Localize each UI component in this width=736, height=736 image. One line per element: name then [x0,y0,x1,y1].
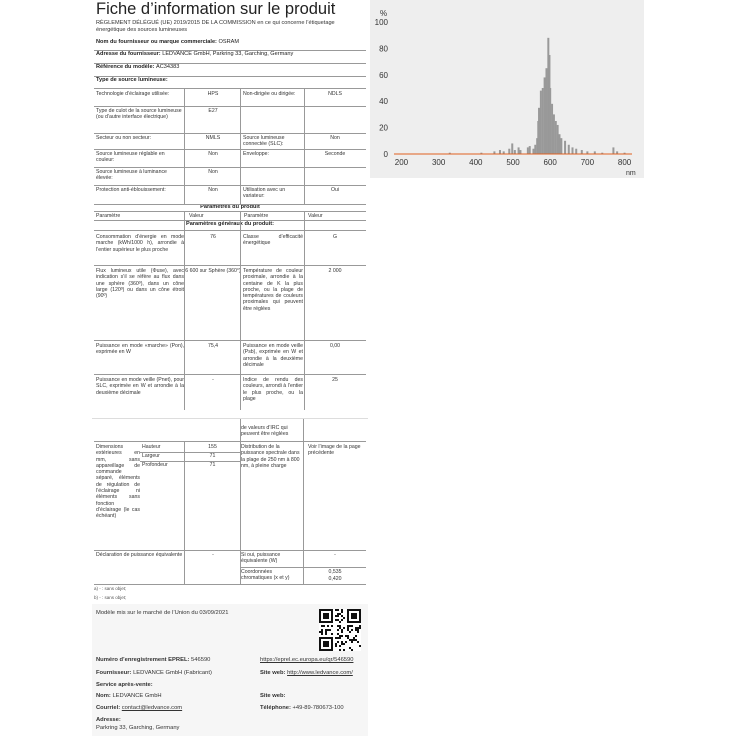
divider [304,212,305,410]
spectrum-bar [575,149,577,154]
spectrum-bar [527,147,529,154]
site2-label: Site web: [260,693,286,699]
type-row-label-2: Enveloppe: [243,151,269,157]
type-row-value-2: Oui [330,187,340,193]
y-tick-label: 20 [379,123,388,133]
supplier-label: Fournisseur: [96,670,132,676]
x-tick-label: 700 [580,158,595,167]
type-row-value: NMLS [205,135,221,141]
divider [94,167,366,168]
spectrum-bar [557,125,559,154]
dimension-value: 71 [209,462,216,468]
service-label: Service après-vente: [96,682,153,688]
spectrum-bar [560,138,562,154]
spectrum-bar [568,145,570,154]
mail-label: Courriel: [96,705,121,711]
spectrum-bar [519,150,521,154]
divider [240,419,241,584]
supplier-value: LEDVANCE GmbH (Fabricant) [133,670,212,676]
type-row-label: Source lumineuse à luminance élevée: [96,169,167,182]
coord-y: 0,420 [328,576,342,582]
model-row [94,64,366,77]
x-axis-unit: nm [626,170,636,177]
supplier-address-value: LEDVANCE GmbH, Parkring 33, Garching, Germany [162,51,294,57]
spectrum-bar [511,143,513,154]
divider [94,185,366,186]
type-row-label: Source lumineuse réglable en couleur: [96,151,165,164]
general-row-label-2: Indice de rendu des couleurs, arrondi à l’entier le plus proche, ou la plage [243,377,303,402]
page-title: Fiche d’information sur le produit [96,0,336,18]
type-row-label-2: Source lumineuse connectée (SLC): [243,135,285,148]
spectrum-bar [558,134,560,154]
y-tick-label: 80 [379,44,388,54]
general-row-value: 76 [210,234,216,240]
spectrum-bar [549,88,551,154]
addr-label: Adresse: [96,717,121,723]
spectrum-bar [529,146,531,154]
divider [94,584,366,585]
spectrum-bar [508,149,510,154]
params-header: Paramètres du produit [94,204,366,212]
y-axis-label: % [380,9,388,18]
mail-link[interactable]: contact@ledvance.com [121,705,183,711]
y-tick-label: 0 [383,150,388,159]
footnote-b: b) - : sans objet; [94,595,127,600]
x-tick-label: 200 [394,158,409,167]
x-tick-label: 300 [431,158,446,167]
type-row-value: Non [208,169,218,175]
general-row-value-2: 2 000 [328,268,342,274]
type-row-value: Non [208,151,218,157]
supplier-name-value: OSRAM [218,39,239,45]
type-row-label: Technologie d’éclairage utilisée: [96,91,170,97]
page-2 [92,418,368,604]
divider [94,340,366,341]
market-date: Modèle mis sur le marché de l’Union du 03/09/2021 [96,610,229,616]
x-tick-label: 600 [543,158,557,167]
equiv-label-2: Si oui, puissance équivalente (W) [241,552,281,565]
supplier-address-label: Adresse du fournisseur: [96,51,161,57]
divider [94,441,366,442]
spectrum-bar [518,147,520,154]
spectrum-chart [370,0,644,178]
coords-label: Coordonnées chromatiques (x et y) [241,569,290,582]
divider [184,89,185,204]
type-row-value-2: Seconde [324,151,346,157]
eprel-value: 546590 [191,657,211,663]
general-row-value: 6 600 sur Sphère (360°) [185,268,241,274]
general-row-label-2: Puissance en mode veille (Psb), exprimée en W et arrondie à la deuxième décimale [243,343,303,368]
general-row-label: Consommation d’énergie en mode marche (kWh/1000 h), arrondie à l’entier supérieur le plus proche [96,234,184,253]
model-label: Référence du modèle: [96,64,155,70]
spectrum-bar [538,108,540,154]
spectrum-bar [572,147,574,154]
divider [184,212,185,410]
divider [94,106,366,107]
spectrum-bar [532,149,534,154]
divider [94,550,366,551]
spectrum-bar [540,91,542,154]
y-tick-label: 40 [379,97,388,107]
spectrum-bar [534,145,536,154]
regulation-text: RÈGLEMENT DÉLÉGUÉ (UE) 2019/2015 DE LA COMMISSION en ce qui concerne l’étiquetage énergétique des sources lumineuses [96,20,335,33]
dimensions-label: Dimensions extérieures en mm, sans appareillage de commande séparé, éléments de régulation de l’éclairage ni éléments sans fonction d’éclairage (le cas échéant) [96,444,140,520]
equiv-value: - [212,552,214,558]
divider [304,89,305,204]
dimension-value: 155 [208,444,217,450]
model-value: AC34383 [156,64,180,70]
divider [94,265,366,266]
col-param-1: Paramètre [96,213,121,219]
type-row-label: Protection anti-éblouissement: [96,187,166,193]
spectrum-bar [551,104,553,154]
equiv-value-2: - [334,552,336,558]
qr-code-icon[interactable] [319,609,361,651]
supplier-address-row [94,51,366,64]
col-value-2: Valeur [308,213,323,219]
divider [94,133,366,134]
coord-x: 0,535 [328,569,342,575]
general-row-label-2: Classe d’efficacité énergétique [243,234,303,247]
type-row-value: Non [208,187,218,193]
type-row-label-2: Non-dirigée ou dirigée: [243,91,296,97]
site-label: Site web: [260,670,286,676]
x-tick-label: 500 [506,158,520,167]
general-row-value: 75,4 [207,343,219,349]
divider [240,212,241,410]
addr-value: Parkring 33, Garching, Germany [96,725,180,731]
x-tick-label: 400 [469,158,483,167]
spectrum-bar [581,150,583,154]
spd-label: Distribution de la puissance spectrale dans la plage de 250 nm à 800 nm, à pleine charge [241,444,300,469]
spectrum-bar [564,141,566,154]
eprel-link[interactable]: https://eprel.ec.europa.eu/qr/546590 [260,657,354,663]
spd-value: Voir l’image de la page précédente [308,444,361,457]
col-param-2: Paramètre [244,213,269,219]
y-tick-label: 60 [379,70,388,80]
y-tick-label: 100 [374,18,388,27]
spectrum-bar [499,150,501,154]
phone-value: +49-89-780673-100 [292,705,344,711]
general-row-value: - [212,377,214,383]
type-row-value: E27 [208,108,218,114]
dimension-value: 71 [209,453,216,459]
spectrum-bar [542,88,544,154]
type-row-label: Type de culot de la source lumineuse (ou d’autre interface électrique) [96,108,182,121]
general-row-label-2: Température de couleur proximale, arrondie à la centaine de K la plus proche, ou la plage de températures de couleurs proximales qui peuvent être réglées [243,268,303,312]
site-link[interactable]: http://www.ledvance.com/ [287,670,353,676]
eprel-label: Numéro d’enregistrement EPREL: [96,657,190,663]
spectrum-bar [553,114,555,154]
supplier-name-label: Nom du fournisseur ou marque commerciale: [96,39,217,45]
general-row-value-2: 0,00 [329,343,341,349]
spectrum-bar [544,77,546,154]
general-row-label: Puissance en mode veille (Pnet), pour SLC, exprimée en W et arrondie à la deuxième décimale [96,377,184,396]
general-row-label: Puissance en mode «marche» (Pon), exprimée en W [96,343,184,356]
type-row-label-2: Utilisation avec un variateur: [243,187,286,200]
spectrum-chart-svg [370,0,644,178]
supplier-name-row [94,39,366,51]
dimension-key: Hauteur [142,444,161,450]
type-row-value: HPS [207,91,219,97]
type-row-label: Secteur ou non secteur: [96,135,152,141]
name-label: Nom: [96,693,111,699]
general-row-label: Flux lumineux utile (Φuse), avec indication s’il se réfère au flux dans une sphère (360º), dans un cône large (120º) ou dans un cône étroit (90º) [96,268,184,300]
general-row-value-2: G [332,234,338,240]
general-header: Paramètres généraux du produit: [94,221,366,231]
dimension-key: Profondeur [142,462,168,468]
spectrum-bar [545,68,547,154]
equiv-label: Déclaration de puissance équivalente [96,552,183,558]
dimension-key: Largeur [142,453,160,459]
type-row-value-2: Non [330,135,340,141]
name-value: LEDVANCE GmbH [112,693,162,699]
divider [94,204,366,205]
spectrum-bar [555,121,557,154]
type-header: Type de source lumineuse: [94,77,366,89]
type-row-value-2: NDLS [328,91,342,97]
footnote-a: a) - : sans objet; [94,586,127,591]
spectrum-bar [612,147,614,154]
phone-label: Téléphone: [260,705,291,711]
spectrum-bar [514,150,516,154]
divider [303,419,304,584]
cri-continuation: de valeurs d’IRC qui peuvent être réglées [241,425,289,438]
divider [94,149,366,150]
general-row-value-2: 25 [332,377,338,383]
col-value-1: Valeur [189,213,204,219]
params-col-headers [94,212,366,221]
divider [94,374,366,375]
divider [240,89,241,204]
x-tick-label: 800 [617,158,632,167]
